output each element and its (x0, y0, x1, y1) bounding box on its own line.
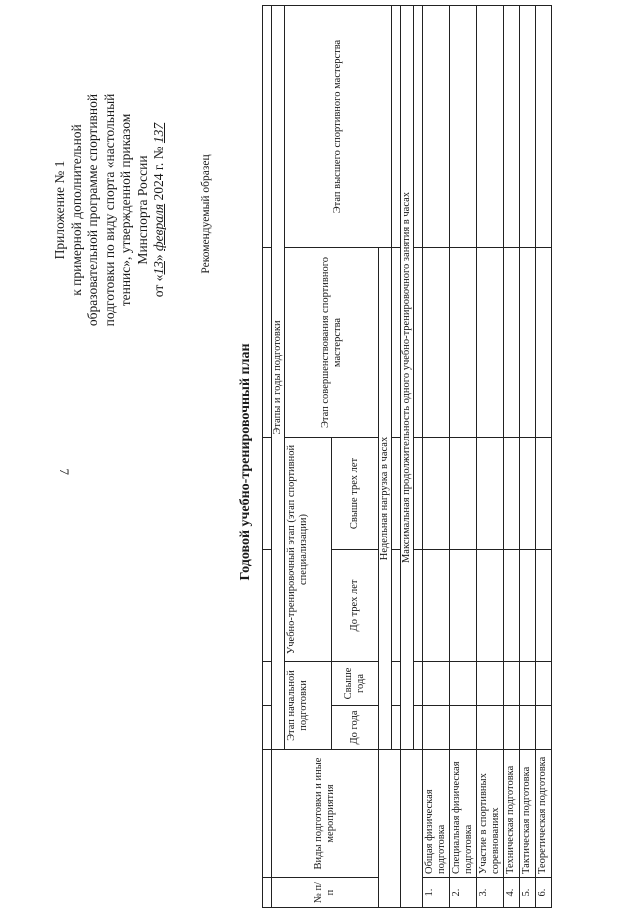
appendix-line: к примерной дополнительной (68, 124, 84, 296)
col-training-over-three: Свыше трех лет (332, 438, 379, 550)
stage-initial-header: Этап начальной подготовки (285, 662, 332, 750)
order-number: 137 (151, 122, 166, 144)
appendix-line: образовательной программе спортивной (85, 93, 100, 327)
col-training-up-to-three: До трех лет (332, 550, 379, 662)
table-row: 3. Участие в спортивных соревнованиях (477, 6, 504, 908)
order-day: 13 (151, 261, 166, 275)
stage-higher-header: Этап высшего спортивного мастерства (285, 6, 392, 248)
col-header-activity: Виды подготовки и иные мероприятия (272, 750, 379, 878)
stage-improvement-header: Этап совершенствования спортивного мастерства (285, 248, 379, 438)
appendix-header (52, 60, 168, 360)
page-number: 7 (57, 468, 72, 475)
order-date-line: от «13» февраля 2024 г. № 137 (151, 122, 166, 298)
appendix-line: Приложение № 1 (52, 160, 67, 260)
weekly-load-label: Недельная нагрузка в часах (379, 248, 392, 750)
stage-training-header: Учебно-тренировочный этап (этап спортивной специализации) (285, 438, 332, 662)
appendix-line: теннис», утвержденной приказом (118, 113, 133, 307)
appendix-line: Минспорта России (134, 155, 150, 265)
order-month: февраля (151, 203, 166, 251)
appendix-line: подготовки по виду спорта «настольный (101, 93, 117, 327)
col-initial-up-to-year: До года (332, 706, 379, 750)
stages-header: Этапы и годы подготовки (272, 6, 285, 750)
col-initial-over-year: Свыше года (332, 662, 379, 706)
table-row: 5. Тактическая подготовка (520, 6, 536, 908)
training-plan-table (262, 5, 552, 908)
table-row: 4. Техническая подготовка (504, 6, 520, 908)
col-header-num: № п/п (272, 878, 379, 908)
table-row: 2. Специальная физическая подготовка (450, 6, 477, 908)
page-title: Годовой учебно-тренировочный план (238, 343, 253, 581)
table-row: 6. Теоретическая подготовка (536, 6, 552, 908)
max-duration-label: Максимальная продолжительность одного учебно-тренировочного занятия в часах (401, 6, 414, 750)
table-row: 1. Общая физическая подготовка (423, 6, 450, 908)
recommended-sample-note: Рекомендуемый образец (200, 154, 212, 274)
